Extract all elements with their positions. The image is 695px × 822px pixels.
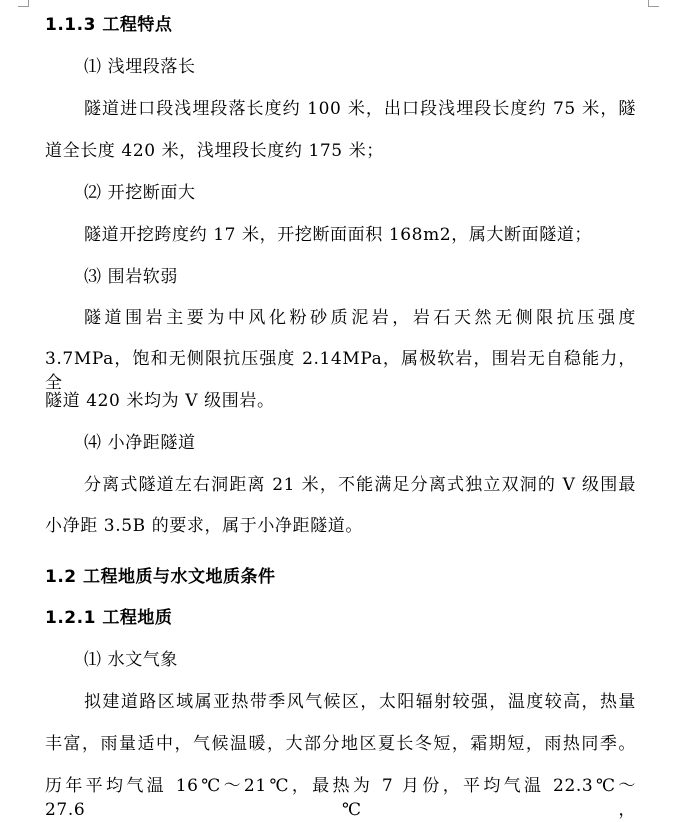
heading-1-1-3: 1.1.3 工程特点 <box>45 15 173 35</box>
sub-1-line-3: 历年平均气温 16℃～21℃，最热为 7 月份，平均气温 22.3℃～27.6℃， <box>45 776 636 820</box>
page-corner-mark-right <box>648 0 659 7</box>
sub-1-line-2: 丰富，雨量适中，气候温暖，大部分地区夏长冬短，霜期短，雨热同季。 <box>45 734 636 754</box>
item-4-title: ⑷ 小净距隧道 <box>84 433 196 453</box>
heading-1-2: 1.2 工程地质与水文地质条件 <box>45 567 276 587</box>
page-corner-mark-left <box>18 0 29 7</box>
sub-1-title: ⑴ 水文气象 <box>84 650 179 670</box>
item-4-line-2: 小净距 3.5B 的要求，属于小净距隧道。 <box>45 516 363 536</box>
item-4-line-1: 分离式隧道左右洞距离 21 米，不能满足分离式独立双洞的 V 级围最 <box>84 475 636 495</box>
item-3-line-2: 3.7MPa，饱和无侧限抗压强度 2.14MPa，属极软岩，围岩无自稳能力，全 <box>45 349 636 393</box>
item-1-title: ⑴ 浅埋段落长 <box>84 57 196 77</box>
item-1-line-1: 隧道进口段浅埋段落长度约 100 米，出口段浅埋段长度约 75 米，隧 <box>84 99 636 119</box>
item-2-title: ⑵ 开挖断面大 <box>84 183 196 203</box>
item-3-line-3: 隧道 420 米均为 V 级围岩。 <box>45 391 275 411</box>
sub-1-line-1: 拟建道路区域属亚热带季风气候区，太阳辐射较强，温度较高，热量 <box>84 692 636 712</box>
item-1-line-2: 道全长度 420 米，浅埋段长度约 175 米； <box>45 141 384 161</box>
heading-1-2-1: 1.2.1 工程地质 <box>45 608 173 628</box>
item-2-line-1: 隧道开挖跨度约 17 米，开挖断面面积 168m2，属大断面隧道； <box>84 225 593 245</box>
item-3-line-1: 隧道围岩主要为中风化粉砂质泥岩，岩石天然无侧限抗压强度 <box>84 308 636 328</box>
item-3-title: ⑶ 围岩软弱 <box>84 267 179 287</box>
